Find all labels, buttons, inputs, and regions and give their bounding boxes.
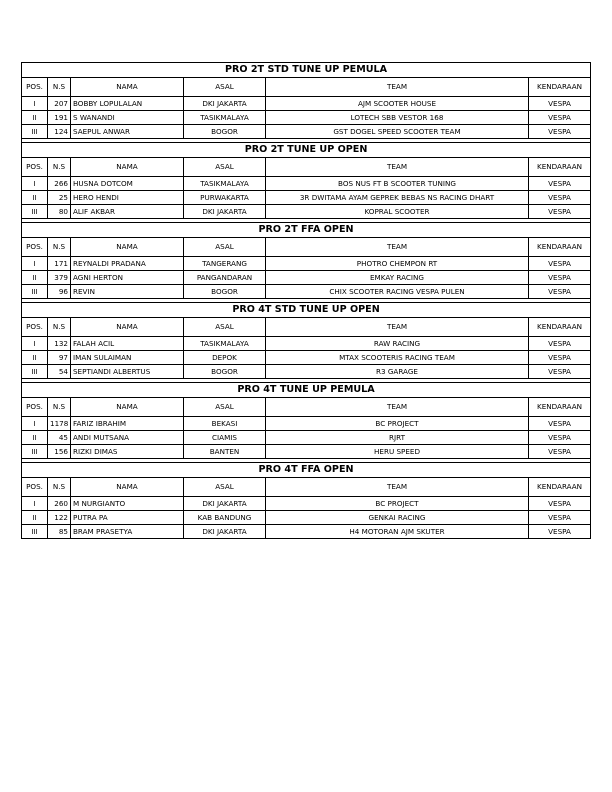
pos-cell: I [22, 417, 48, 431]
col-header-nama: NAMA [71, 478, 184, 497]
column-header-row [22, 238, 591, 257]
col-header-nama: NAMA [71, 238, 184, 257]
table-row [22, 257, 591, 271]
kendaraan-cell: VESPA [529, 271, 591, 285]
pos-cell: I [22, 257, 48, 271]
nama-cell: REYNALDI PRADANA [71, 257, 184, 271]
section-title: PRO 2T FFA OPEN [22, 223, 591, 238]
col-header-ns: N.S [48, 318, 71, 337]
kendaraan-cell: VESPA [529, 351, 591, 365]
kendaraan-cell: VESPA [529, 257, 591, 271]
pos-cell: I [22, 497, 48, 511]
ns-cell: 266 [48, 177, 71, 191]
section-title-row [22, 143, 591, 158]
asal-cell: BOGOR [184, 365, 266, 379]
team-cell: BOS NUS FT B SCOOTER TUNING [266, 177, 529, 191]
section-title-row [22, 223, 591, 238]
col-header-kendaraan: KENDARAAN [529, 478, 591, 497]
asal-cell: BANTEN [184, 445, 266, 459]
nama-cell: FALAH ACIL [71, 337, 184, 351]
col-header-pos: POS. [22, 398, 48, 417]
ns-cell: 97 [48, 351, 71, 365]
team-cell: CHIX SCOOTER RACING VESPA PULEN [266, 285, 529, 299]
asal-cell: PURWAKARTA [184, 191, 266, 205]
col-header-kendaraan: KENDARAAN [529, 158, 591, 177]
nama-cell: PUTRA PA [71, 511, 184, 525]
col-header-pos: POS. [22, 318, 48, 337]
asal-cell: DKI JAKARTA [184, 497, 266, 511]
ns-cell: 260 [48, 497, 71, 511]
section-title: PRO 4T TUNE UP PEMULA [22, 383, 591, 398]
col-header-asal: ASAL [184, 78, 266, 97]
col-header-pos: POS. [22, 158, 48, 177]
ns-cell: 54 [48, 365, 71, 379]
nama-cell: FARIZ IBRAHIM [71, 417, 184, 431]
results-body [22, 63, 591, 539]
col-header-asal: ASAL [184, 398, 266, 417]
ns-cell: 25 [48, 191, 71, 205]
col-header-pos: POS. [22, 478, 48, 497]
col-header-ns: N.S [48, 238, 71, 257]
column-header-row [22, 478, 591, 497]
table-row [22, 511, 591, 525]
col-header-asal: ASAL [184, 318, 266, 337]
section-title-row [22, 463, 591, 478]
table-row [22, 285, 591, 299]
ns-cell: 124 [48, 125, 71, 139]
kendaraan-cell: VESPA [529, 525, 591, 539]
nama-cell: SEPTIANDI ALBERTUS [71, 365, 184, 379]
asal-cell: DKI JAKARTA [184, 97, 266, 111]
nama-cell: BOBBY LOPULALAN [71, 97, 184, 111]
col-header-team: TEAM [266, 158, 529, 177]
nama-cell: M NURGIANTO [71, 497, 184, 511]
col-header-nama: NAMA [71, 78, 184, 97]
team-cell: H4 MOTORAN AJM SKUTER [266, 525, 529, 539]
team-cell: 3R DWITAMA AYAM GEPREK BEBAS NS RACING DHART [266, 191, 529, 205]
nama-cell: BRAM PRASETYA [71, 525, 184, 539]
kendaraan-cell: VESPA [529, 511, 591, 525]
col-header-nama: NAMA [71, 398, 184, 417]
table-row [22, 365, 591, 379]
team-cell: AJM SCOOTER HOUSE [266, 97, 529, 111]
ns-cell: 122 [48, 511, 71, 525]
col-header-nama: NAMA [71, 158, 184, 177]
pos-cell: II [22, 511, 48, 525]
nama-cell: AGNI HERTON [71, 271, 184, 285]
column-header-row [22, 318, 591, 337]
column-header-row [22, 398, 591, 417]
pos-cell: III [22, 285, 48, 299]
team-cell: EMKAY RACING [266, 271, 529, 285]
section-title-row [22, 383, 591, 398]
col-header-team: TEAM [266, 78, 529, 97]
team-cell: GENKAI RACING [266, 511, 529, 525]
pos-cell: II [22, 351, 48, 365]
table-row [22, 177, 591, 191]
kendaraan-cell: VESPA [529, 365, 591, 379]
kendaraan-cell: VESPA [529, 417, 591, 431]
col-header-ns: N.S [48, 398, 71, 417]
team-cell: KOPRAL SCOOTER [266, 205, 529, 219]
column-header-row [22, 158, 591, 177]
pos-cell: II [22, 111, 48, 125]
asal-cell: DEPOK [184, 351, 266, 365]
asal-cell: TASIKMALAYA [184, 111, 266, 125]
table-row [22, 205, 591, 219]
col-header-team: TEAM [266, 238, 529, 257]
kendaraan-cell: VESPA [529, 285, 591, 299]
nama-cell: S WANANDI [71, 111, 184, 125]
asal-cell: TASIKMALAYA [184, 337, 266, 351]
team-cell: MTAX SCOOTERIS RACING TEAM [266, 351, 529, 365]
kendaraan-cell: VESPA [529, 125, 591, 139]
nama-cell: IMAN SULAIMAN [71, 351, 184, 365]
nama-cell: RIZKI DIMAS [71, 445, 184, 459]
asal-cell: CIAMIS [184, 431, 266, 445]
table-row [22, 525, 591, 539]
team-cell: BC PROJECT [266, 497, 529, 511]
team-cell: LOTECH SBB VESTOR 168 [266, 111, 529, 125]
kendaraan-cell: VESPA [529, 111, 591, 125]
nama-cell: SAEPUL ANWAR [71, 125, 184, 139]
col-header-kendaraan: KENDARAAN [529, 238, 591, 257]
section-title: PRO 2T TUNE UP OPEN [22, 143, 591, 158]
kendaraan-cell: VESPA [529, 497, 591, 511]
col-header-asal: ASAL [184, 158, 266, 177]
pos-cell: III [22, 365, 48, 379]
table-row [22, 497, 591, 511]
asal-cell: DKI JAKARTA [184, 525, 266, 539]
kendaraan-cell: VESPA [529, 337, 591, 351]
col-header-kendaraan: KENDARAAN [529, 318, 591, 337]
section-title: PRO 4T STD TUNE UP OPEN [22, 303, 591, 318]
asal-cell: BOGOR [184, 285, 266, 299]
col-header-pos: POS. [22, 238, 48, 257]
col-header-asal: ASAL [184, 238, 266, 257]
ns-cell: 45 [48, 431, 71, 445]
ns-cell: 156 [48, 445, 71, 459]
table-row [22, 97, 591, 111]
pos-cell: II [22, 431, 48, 445]
section-title-row [22, 63, 591, 78]
table-row [22, 431, 591, 445]
pos-cell: I [22, 337, 48, 351]
asal-cell: BEKASI [184, 417, 266, 431]
pos-cell: III [22, 445, 48, 459]
nama-cell: HUSNA DOTCOM [71, 177, 184, 191]
table-row [22, 445, 591, 459]
col-header-team: TEAM [266, 398, 529, 417]
ns-cell: 379 [48, 271, 71, 285]
col-header-pos: POS. [22, 78, 48, 97]
section-title: PRO 2T STD TUNE UP PEMULA [22, 63, 591, 78]
section-title-row [22, 303, 591, 318]
col-header-ns: N.S [48, 158, 71, 177]
ns-cell: 191 [48, 111, 71, 125]
pos-cell: I [22, 97, 48, 111]
team-cell: RJRT [266, 431, 529, 445]
pos-cell: III [22, 525, 48, 539]
results-table [21, 62, 591, 539]
col-header-ns: N.S [48, 78, 71, 97]
kendaraan-cell: VESPA [529, 431, 591, 445]
pos-cell: II [22, 271, 48, 285]
ns-cell: 171 [48, 257, 71, 271]
asal-cell: PANGANDARAN [184, 271, 266, 285]
asal-cell: BOGOR [184, 125, 266, 139]
column-header-row [22, 78, 591, 97]
col-header-asal: ASAL [184, 478, 266, 497]
kendaraan-cell: VESPA [529, 97, 591, 111]
team-cell: HERU SPEED [266, 445, 529, 459]
team-cell: PHOTRO CHEMPON RT [266, 257, 529, 271]
pos-cell: III [22, 125, 48, 139]
col-header-kendaraan: KENDARAAN [529, 398, 591, 417]
kendaraan-cell: VESPA [529, 191, 591, 205]
kendaraan-cell: VESPA [529, 177, 591, 191]
nama-cell: REVIN [71, 285, 184, 299]
section-title: PRO 4T FFA OPEN [22, 463, 591, 478]
ns-cell: 96 [48, 285, 71, 299]
asal-cell: TASIKMALAYA [184, 177, 266, 191]
nama-cell: HERO HENDI [71, 191, 184, 205]
table-row [22, 271, 591, 285]
ns-cell: 1178 [48, 417, 71, 431]
nama-cell: ALIF AKBAR [71, 205, 184, 219]
asal-cell: TANGERANG [184, 257, 266, 271]
asal-cell: KAB BANDUNG [184, 511, 266, 525]
table-row [22, 351, 591, 365]
kendaraan-cell: VESPA [529, 445, 591, 459]
kendaraan-cell: VESPA [529, 205, 591, 219]
col-header-nama: NAMA [71, 318, 184, 337]
table-row [22, 337, 591, 351]
team-cell: RAW RACING [266, 337, 529, 351]
pos-cell: I [22, 177, 48, 191]
ns-cell: 132 [48, 337, 71, 351]
asal-cell: DKI JAKARTA [184, 205, 266, 219]
nama-cell: ANDI MUTSANA [71, 431, 184, 445]
pos-cell: II [22, 191, 48, 205]
table-row [22, 417, 591, 431]
col-header-team: TEAM [266, 478, 529, 497]
team-cell: BC PROJECT [266, 417, 529, 431]
team-cell: GST DOGEL SPEED SCOOTER TEAM [266, 125, 529, 139]
pos-cell: III [22, 205, 48, 219]
ns-cell: 85 [48, 525, 71, 539]
col-header-ns: N.S [48, 478, 71, 497]
col-header-kendaraan: KENDARAAN [529, 78, 591, 97]
ns-cell: 80 [48, 205, 71, 219]
col-header-team: TEAM [266, 318, 529, 337]
ns-cell: 207 [48, 97, 71, 111]
team-cell: R3 GARAGE [266, 365, 529, 379]
table-row [22, 191, 591, 205]
table-row [22, 111, 591, 125]
table-row [22, 125, 591, 139]
